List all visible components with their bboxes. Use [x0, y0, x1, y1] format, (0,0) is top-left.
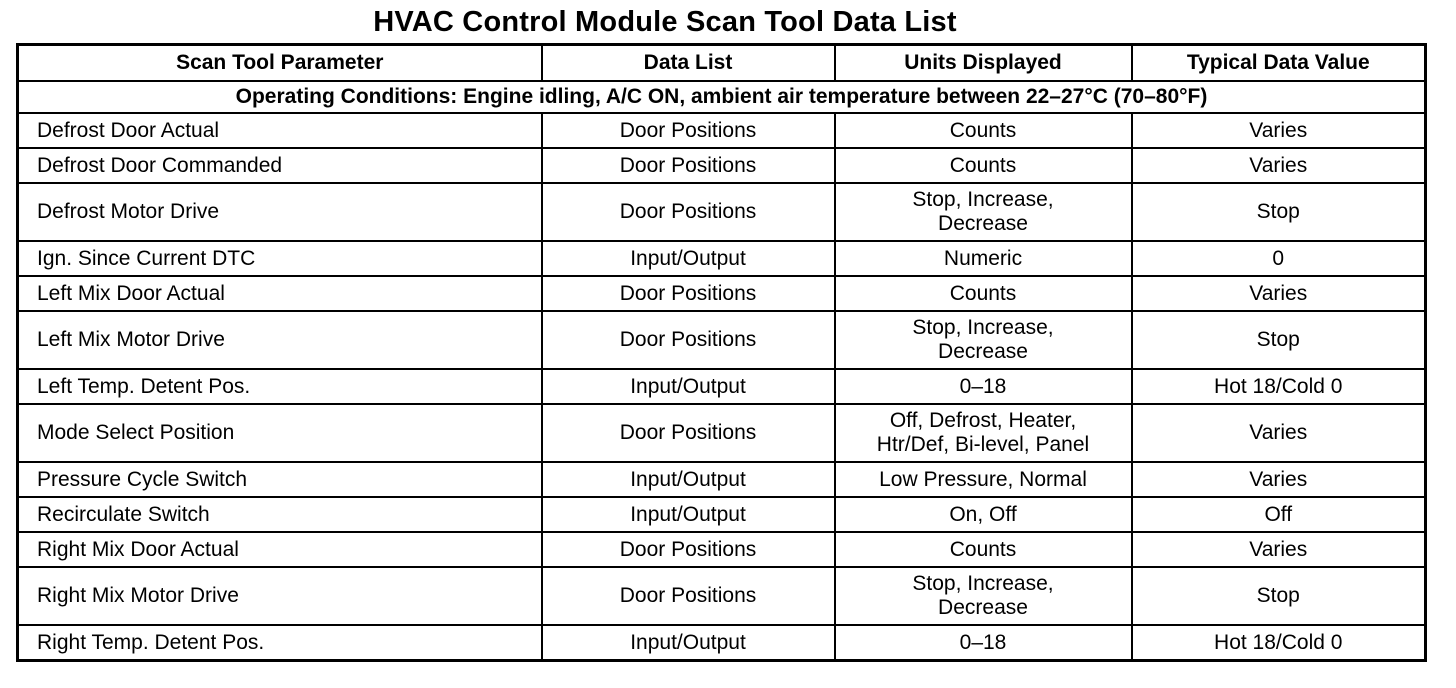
table-row	[18, 404, 1426, 462]
table-row	[18, 113, 1426, 148]
units-cell	[835, 497, 1132, 532]
units-cell	[835, 532, 1132, 567]
typical-value-cell: Off	[1132, 497, 1426, 532]
data-list-cell: Door Positions	[542, 567, 835, 625]
parameter-cell: Right Mix Door Actual	[18, 532, 542, 567]
header-data-list: Data List	[542, 45, 835, 82]
data-list-cell: Input/Output	[542, 625, 835, 661]
table-row	[18, 311, 1426, 369]
parameter-cell: Left Mix Door Actual	[18, 276, 542, 311]
units-cell	[835, 567, 1132, 625]
table-row	[18, 497, 1426, 532]
units-line: Low Pressure, Normal	[879, 467, 1087, 491]
parameter-cell: Defrost Door Actual	[18, 113, 542, 148]
page-title: HVAC Control Module Scan Tool Data List	[373, 6, 957, 38]
units-cell	[835, 276, 1132, 311]
units-cell	[835, 241, 1132, 276]
data-list-cell: Door Positions	[542, 311, 835, 369]
table-row	[18, 462, 1426, 497]
header-scan-tool-parameter: Scan Tool Parameter	[18, 45, 542, 82]
units-cell	[835, 462, 1132, 497]
data-list-cell: Input/Output	[542, 497, 835, 532]
parameter-cell: Left Mix Motor Drive	[18, 311, 542, 369]
data-list-cell: Door Positions	[542, 113, 835, 148]
table-header	[18, 45, 1426, 82]
units-line: Numeric	[943, 246, 1023, 270]
typical-value-cell: Varies	[1132, 404, 1426, 462]
parameter-cell: Ign. Since Current DTC	[18, 241, 542, 276]
parameter-cell: Right Temp. Detent Pos.	[18, 625, 542, 661]
parameter-cell: Pressure Cycle Switch	[18, 462, 542, 497]
data-list-cell: Door Positions	[542, 404, 835, 462]
typical-value-cell: 0	[1132, 241, 1426, 276]
units-line: Htr/Def, Bi-level, Panel	[876, 433, 1090, 456]
table-row	[18, 567, 1426, 625]
data-list-cell: Door Positions	[542, 183, 835, 241]
operating-conditions-row	[18, 81, 1426, 113]
header-typical-data-value: Typical Data Value	[1132, 45, 1426, 82]
data-list-cell: Input/Output	[542, 369, 835, 404]
units-cell	[835, 148, 1132, 183]
typical-value-cell: Stop	[1132, 311, 1426, 369]
parameter-cell: Mode Select Position	[18, 404, 542, 462]
units-line: Stop, Increase,	[912, 188, 1054, 211]
header-units-displayed: Units Displayed	[835, 45, 1132, 82]
units-cell	[835, 113, 1132, 148]
header-row	[18, 45, 1426, 82]
units-line: Stop, Increase,	[912, 572, 1054, 595]
data-list-cell: Door Positions	[542, 276, 835, 311]
parameter-cell: Defrost Door Commanded	[18, 148, 542, 183]
table-row	[18, 241, 1426, 276]
parameter-cell: Recirculate Switch	[18, 497, 542, 532]
units-cell	[835, 183, 1132, 241]
parameter-cell: Left Temp. Detent Pos.	[18, 369, 542, 404]
units-line: Counts	[949, 153, 1017, 177]
units-cell	[835, 369, 1132, 404]
units-line: Decrease	[938, 212, 1028, 235]
typical-value-cell: Stop	[1132, 567, 1426, 625]
table-row	[18, 532, 1426, 567]
typical-value-cell: Hot 18/Cold 0	[1132, 369, 1426, 404]
table-body	[18, 81, 1426, 661]
typical-value-cell: Stop	[1132, 183, 1426, 241]
units-line: On, Off	[949, 502, 1017, 526]
units-line: Counts	[949, 281, 1017, 305]
data-list-cell: Door Positions	[542, 532, 835, 567]
typical-value-cell: Varies	[1132, 113, 1426, 148]
table-row	[18, 183, 1426, 241]
table-row	[18, 625, 1426, 661]
units-line: 0–18	[959, 374, 1007, 398]
units-line: Counts	[949, 537, 1017, 561]
data-list-cell: Door Positions	[542, 148, 835, 183]
typical-value-cell: Varies	[1132, 148, 1426, 183]
data-list-cell: Input/Output	[542, 462, 835, 497]
table-row	[18, 369, 1426, 404]
parameter-cell: Defrost Motor Drive	[18, 183, 542, 241]
typical-value-cell: Hot 18/Cold 0	[1132, 625, 1426, 661]
data-list-cell: Input/Output	[542, 241, 835, 276]
units-line: Stop, Increase,	[912, 316, 1054, 339]
units-line: 0–18	[959, 630, 1007, 654]
parameter-cell: Right Mix Motor Drive	[18, 567, 542, 625]
typical-value-cell: Varies	[1132, 276, 1426, 311]
table-row	[18, 276, 1426, 311]
typical-value-cell: Varies	[1132, 532, 1426, 567]
units-cell	[835, 311, 1132, 369]
units-line: Counts	[949, 118, 1017, 142]
scan-tool-data-table	[16, 43, 1427, 662]
units-cell	[835, 404, 1132, 462]
table-row	[18, 148, 1426, 183]
typical-value-cell: Varies	[1132, 462, 1426, 497]
units-line: Decrease	[938, 340, 1028, 363]
units-line: Off, Defrost, Heater,	[889, 409, 1077, 432]
units-line: Decrease	[938, 596, 1028, 619]
units-cell	[835, 625, 1132, 661]
operating-conditions: Operating Conditions: Engine idling, A/C ON, ambient air temperature between 22–27°C (70–80°F)	[18, 81, 1426, 113]
